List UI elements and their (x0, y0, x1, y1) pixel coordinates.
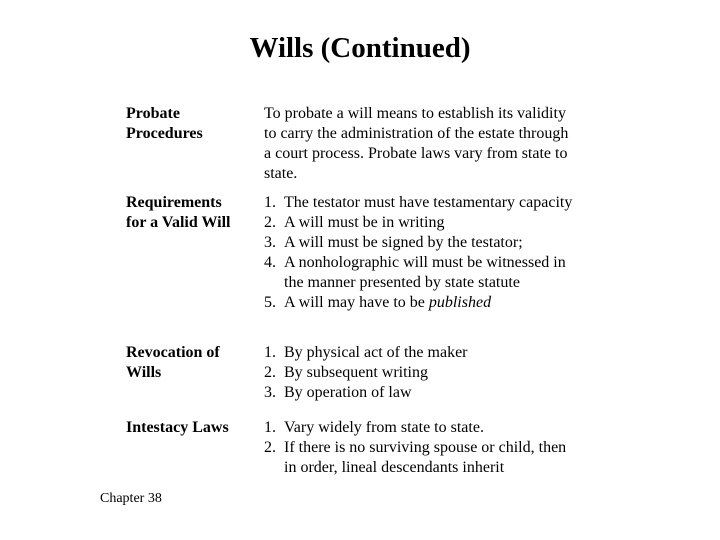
item-emphasis: published (428, 294, 492, 311)
footer-chapter: Chapter 38 (100, 491, 162, 506)
item-number: 2. (264, 214, 276, 231)
item-text-block (284, 438, 566, 478)
section-label (126, 343, 256, 383)
label-line: Intestacy Laws (126, 419, 229, 436)
list-item (264, 213, 609, 233)
item-text-block (284, 293, 491, 313)
item-text: A will must be in writing (284, 214, 445, 231)
item-text: If there is no surviving spouse or child, then (284, 439, 567, 456)
list-item (264, 343, 609, 363)
section-label (126, 193, 256, 233)
list-item (264, 253, 609, 293)
list-item (264, 383, 609, 403)
label-line: for a Valid Will (126, 214, 231, 231)
list-item (264, 233, 609, 253)
list-item (264, 293, 609, 313)
page-title: Wills (Continued) (249, 32, 471, 64)
label-line: Procedures (126, 125, 203, 142)
label-line: Wills (126, 364, 162, 381)
label-line: Requirements (126, 194, 222, 211)
item-number: 2. (264, 364, 276, 381)
item-text: By physical act of the maker (284, 344, 468, 361)
item-number: 3. (264, 234, 276, 251)
item-number: 5. (264, 294, 276, 311)
section-label (126, 104, 256, 144)
requirements-list (264, 193, 609, 313)
item-number: 3. (264, 384, 276, 401)
section-description (264, 104, 609, 184)
list-item (264, 193, 609, 213)
item-text: A will must be signed by the testator; (284, 234, 523, 251)
list-item (264, 418, 609, 438)
item-number: 4. (264, 254, 276, 271)
intestacy-list (264, 418, 609, 478)
item-text: The testator must have testamentary capacity (284, 194, 573, 211)
item-number: 1. (264, 344, 276, 361)
item-text: By operation of law (284, 384, 412, 401)
description-line: To probate a will means to establish its validity (264, 105, 566, 122)
item-text-continued: in order, lineal descendants inherit (284, 459, 505, 476)
section-label (126, 418, 256, 438)
description-line: a court process. Probate laws vary from state to (264, 145, 568, 162)
label-line: Revocation of (126, 344, 220, 361)
item-text: A nonholographic will must be witnessed in (284, 254, 566, 271)
description-line: to carry the administration of the estate through (264, 125, 569, 142)
item-text-continued: the manner presented by state statute (284, 274, 520, 291)
item-number: 1. (264, 194, 276, 211)
revocation-list (264, 343, 609, 403)
item-text: A will may have to be (284, 294, 429, 311)
list-item (264, 438, 609, 478)
description-line: state. (264, 165, 298, 182)
label-line: Probate (126, 105, 180, 122)
item-number: 1. (264, 419, 276, 436)
list-item (264, 363, 609, 383)
item-text-block (284, 253, 566, 293)
item-number: 2. (264, 439, 276, 456)
item-text: Vary widely from state to state. (284, 419, 484, 436)
item-text: By subsequent writing (284, 364, 428, 381)
